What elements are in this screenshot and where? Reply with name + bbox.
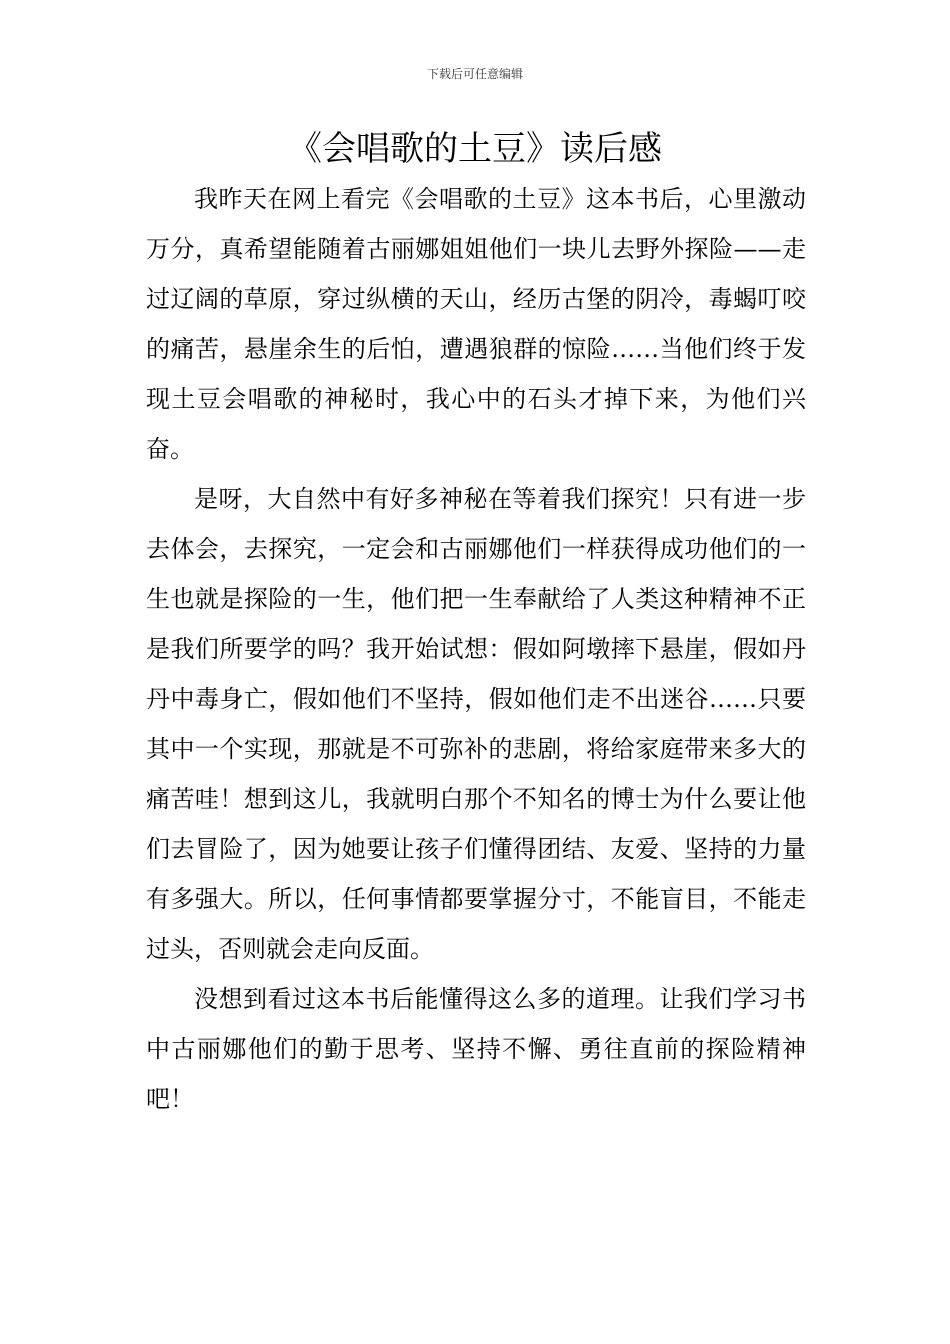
- paragraph-3: 没想到看过这本书后能懂得这么多的道理。让我们学习书中古丽娜他们的勤于思考、坚持不懈、勇往直前的探险精神吧！: [146, 985, 806, 1113]
- document-body: [146, 174, 806, 1124]
- paragraph-2: 是呀，大自然中有好多神秘在等着我们探究！只有进一步去体会，去探究，一定会和古丽娜他们一样获得成功他们的一生也就是探险的一生，他们把一生奉献给了人类这种精神不正是我们所要学的吗？我开始试想：假如阿墩摔下悬崖，假如丹丹中毒身亡，假如他们不坚持，假如他们走不出迷谷……只要其中一个实现，那就是不可弥补的悲剧，将给家庭带来多大的痛苦哇！想到这儿，我就明白那个不知名的博士为什么要让他们去冒险了，因为她要让孩子们懂得团结、友爱、坚持的力量有多强大。所以，任何事情都要掌握分寸，不能盲目，不能走过头，否则就会走向反面。: [146, 485, 806, 963]
- document-title: 《会唱歌的土豆》读后感: [288, 129, 662, 169]
- paragraph-1: 我昨天在网上看完《会唱歌的土豆》这本书后，心里激动万分，真希望能随着古丽娜姐姐他们一块儿去野外探险——走过辽阔的草原，穿过纵横的天山，经历古堡的阴冷，毒蝎叮咬的痛苦，悬崖余生的后怕，遭遇狼群的惊险……当他们终于发现土豆会唱歌的神秘时，我心中的石头才掉下来，为他们兴奋。: [146, 185, 806, 463]
- header-note: 下载后可任意编辑: [426, 67, 523, 81]
